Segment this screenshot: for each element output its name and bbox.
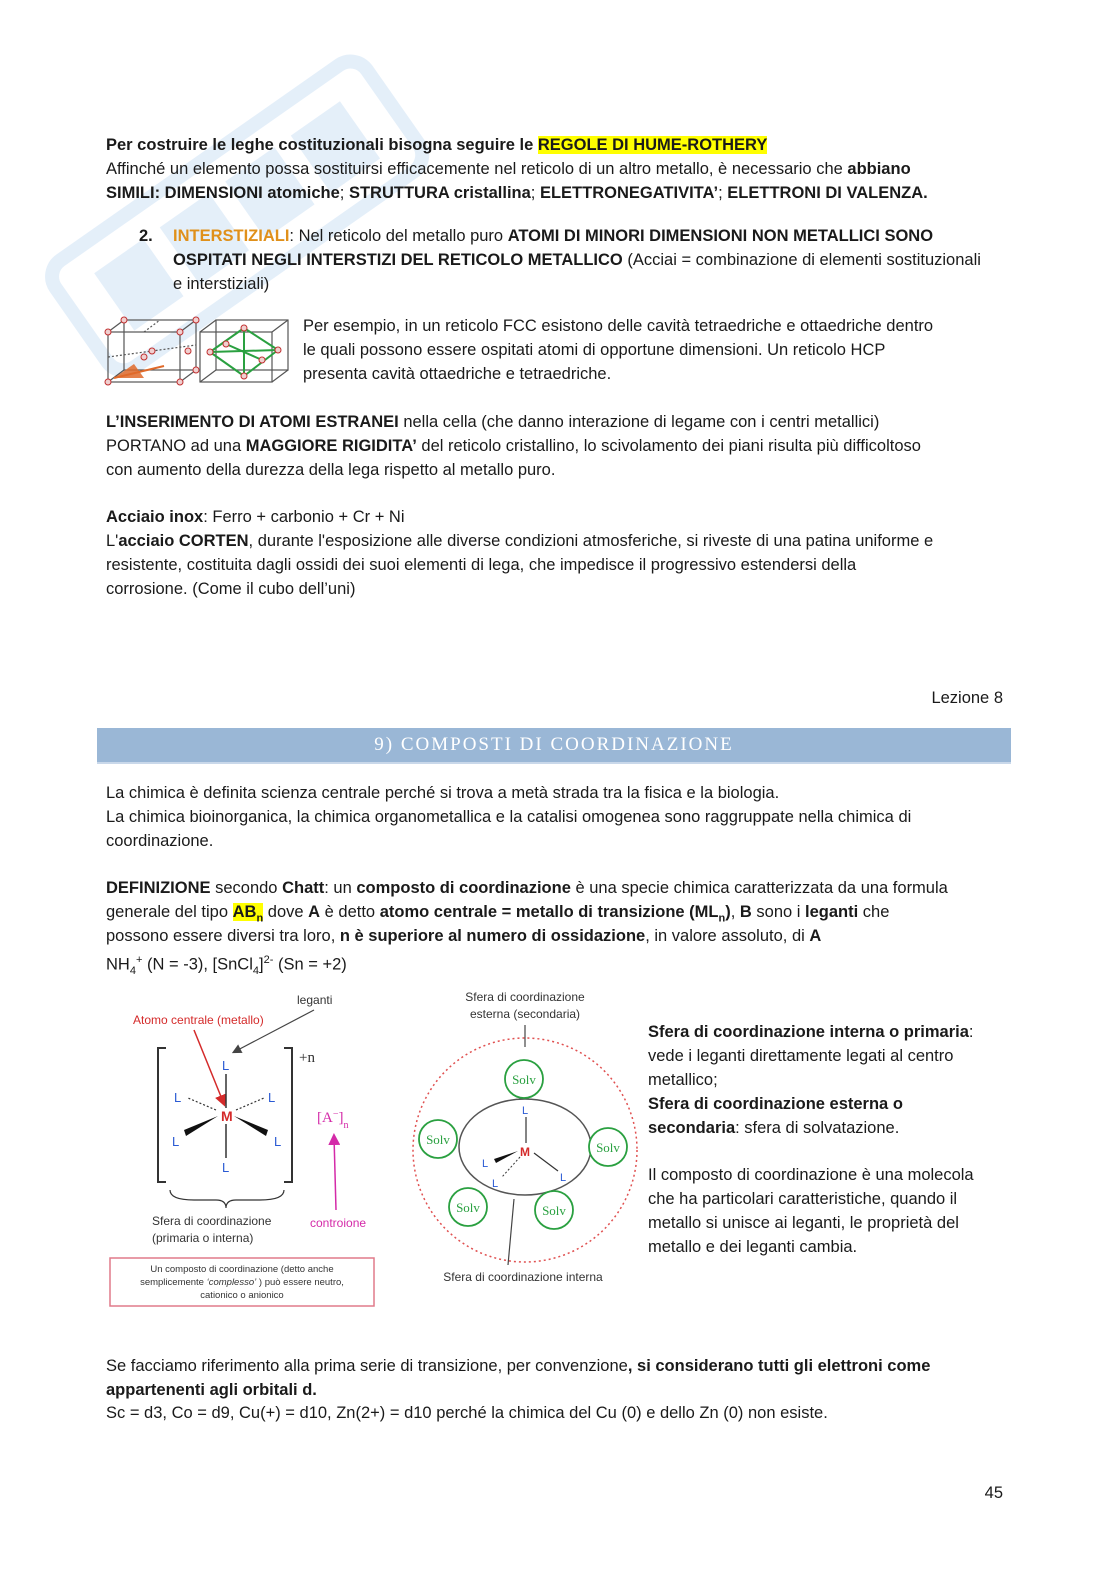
text-line <box>106 157 911 181</box>
ligand-upper-right: L <box>268 1090 276 1105</box>
metal-M: M <box>520 1145 530 1159</box>
text: Per esempio, in un reticolo FCC esistono delle cavità tetraedriche e ottaedriche dentro <box>303 317 934 335</box>
ligand-L: L <box>522 1105 529 1117</box>
text: (Sn = +2) <box>273 955 347 974</box>
text: MAGGIORE RIGIDITA’ <box>245 437 417 455</box>
text: ) può essere neutro, <box>256 1277 344 1288</box>
text-line <box>106 458 555 482</box>
text: ELETTRONEGATIVITA’ <box>539 184 719 202</box>
text-line <box>173 248 981 272</box>
text: abbiano <box>847 160 911 178</box>
text: Acciaio inox <box>106 508 204 526</box>
text: è detto <box>320 903 380 921</box>
text: e interstiziali) <box>173 275 270 293</box>
text: ; <box>530 184 540 202</box>
page-number: 45 <box>984 1484 1003 1502</box>
text: 4 <box>129 964 136 977</box>
text: ; <box>718 184 728 202</box>
hume-rothery-highlight: REGOLE DI HUME-ROTHERY <box>537 136 768 154</box>
text-line <box>106 1354 930 1378</box>
ligand-L: L <box>560 1172 567 1184</box>
text: nella cella (che danno interazione di legame con i centri metallici) <box>398 413 880 431</box>
hume-rothery-line <box>106 133 767 157</box>
text-line <box>648 1116 899 1140</box>
outer-sphere-label-sub: esterna (secondaria) <box>469 1007 581 1021</box>
text: L' <box>106 532 119 550</box>
text: semplicemente <box>140 1277 207 1288</box>
text-line <box>648 1092 903 1116</box>
ligand-lower-right: L <box>274 1134 282 1149</box>
text: NH <box>106 955 130 974</box>
coordination-complex-diagram <box>104 990 394 1310</box>
text: , <box>730 903 740 921</box>
note-line: cationico o anionico <box>200 1290 284 1301</box>
solv-label: Solv <box>542 1203 566 1218</box>
text: Per costruire le leghe costituzionali bisogna seguire le <box>106 136 538 154</box>
text: ] <box>259 955 264 974</box>
text: A <box>308 903 321 921</box>
text: (Acciai = combinazione di elementi sostituzionali <box>622 251 981 269</box>
text: STRUTTURA cristallina <box>348 184 531 202</box>
charge-label: +n <box>299 1050 315 1066</box>
text-line <box>106 1378 317 1402</box>
sfera-primaria-sub: (primaria o interna) <box>152 1231 254 1245</box>
text: composto di coordinazione <box>356 879 571 897</box>
text-line <box>648 1020 974 1044</box>
counterion-formula <box>317 1109 348 1131</box>
section-title: 9) COMPOSTI DI COORDINAZIONE <box>374 734 734 755</box>
solv-label: Solv <box>596 1140 620 1155</box>
text: − <box>332 1108 339 1120</box>
text-line <box>106 577 355 601</box>
leganti-label: leganti <box>297 993 333 1007</box>
text: del reticolo cristallino, lo scivolamento dei piani risulta più difficoltoso <box>416 437 921 455</box>
text: coordinazione. <box>106 832 214 850</box>
text: metallico; <box>648 1071 718 1089</box>
coordination-spheres-diagram <box>398 985 643 1290</box>
text-line <box>648 1163 974 1187</box>
text: : sfera di solvatazione. <box>735 1119 900 1137</box>
text-line <box>106 553 856 577</box>
text: secondaria <box>648 1119 736 1137</box>
text: n è superiore al numero di ossidazione <box>339 927 646 945</box>
text-line <box>106 434 921 458</box>
central-atom-label: Atomo centrale (metallo) <box>133 1013 264 1027</box>
text-line <box>106 829 213 853</box>
text: metallo si unisce ai leganti, le proprietà del <box>648 1214 959 1232</box>
text: presenta cavità ottaedriche e tetraedriche. <box>303 365 612 383</box>
text: 2- <box>263 954 274 966</box>
text: resistente, costituita dagli ossidi dei suoi elementi di lega, che impedisce il progressivo estendersi della <box>106 556 857 574</box>
text: L’INSERIMENTO DI ATOMI ESTRANEI <box>106 413 399 431</box>
solv-label: Solv <box>426 1132 450 1147</box>
text: DEFINIZIONE <box>106 879 211 897</box>
note-line <box>140 1277 344 1288</box>
text-line <box>106 181 928 205</box>
text: : <box>968 1023 974 1041</box>
ligand-L: L <box>482 1158 489 1170</box>
text: SIMILI: DIMENSIONI atomiche <box>106 184 340 202</box>
text: 4 <box>252 964 260 977</box>
outer-sphere-label: Sfera di coordinazione <box>465 990 585 1004</box>
text: dove <box>263 903 309 921</box>
text-line <box>303 362 611 386</box>
text: n <box>343 1119 349 1131</box>
text-line <box>106 529 933 553</box>
text: OSPITATI NEGLI INTERSTIZI DEL RETICOLO METALLICO <box>173 251 623 269</box>
section-heading-bar <box>97 728 1011 764</box>
text: sono i <box>751 903 806 921</box>
text: Il composto di coordinazione è una molecola <box>648 1166 974 1184</box>
text-line <box>648 1235 857 1259</box>
text: La chimica bioinorganica, la chimica organometallica e la catalisi omogenea sono raggruppate nella chimica di <box>106 808 912 826</box>
text: appartenenti agli orbitali d. <box>106 1381 317 1399</box>
text: AB <box>232 903 257 921</box>
text: le quali possono essere ospitati atomi di opportune dimensioni. Un reticolo HCP <box>303 341 886 359</box>
text: ] <box>338 1110 344 1126</box>
text: metallo e dei leganti cambia. <box>648 1238 858 1256</box>
ligand-L: L <box>492 1178 499 1190</box>
text: è una specie chimica caratterizzata da una formula <box>570 879 948 897</box>
note-line: Un composto di coordinazione (detto anche <box>150 1264 334 1275</box>
text: Sfera di coordinazione esterna o <box>648 1095 903 1113</box>
text-line <box>106 805 911 829</box>
text: : Nel reticolo del metallo puro <box>289 227 508 245</box>
text: + <box>135 954 143 966</box>
interstiziali-label: INTERSTIZIALI <box>173 227 290 245</box>
text: con aumento della durezza della lega rispetto al metallo puro. <box>106 461 556 479</box>
text: vede i leganti direttamente legati al centro <box>648 1047 954 1065</box>
ligand-upper-left: L <box>174 1090 182 1105</box>
text: ‘complesso’ <box>206 1277 257 1288</box>
lesson-label: Lezione 8 <box>931 689 1003 707</box>
text: possono essere diversi tra loro, <box>106 927 340 945</box>
text: PORTANO ad una <box>106 437 246 455</box>
text-line <box>106 1401 828 1425</box>
text-line <box>106 505 405 529</box>
controione-label: controione <box>310 1216 367 1230</box>
text: A <box>809 927 822 945</box>
text-line <box>173 272 269 296</box>
text-line <box>648 1044 953 1068</box>
text: ) <box>725 903 731 921</box>
abn-highlight <box>232 903 264 925</box>
text: [A <box>317 1110 333 1126</box>
text-line <box>106 410 879 434</box>
metal-M: M <box>221 1108 233 1124</box>
text: : Ferro + carbonio + Cr + Ni <box>203 508 405 526</box>
text: n <box>256 912 264 925</box>
ligand-top: L <box>222 1058 230 1073</box>
text: che <box>858 903 890 921</box>
text: Affinché un elemento possa sostituirsi efficacemente nel reticolo di un altro metallo, è necessario che <box>106 160 848 178</box>
text: ATOMI DI MINORI DIMENSIONI NON METALLICI SONO <box>507 227 934 245</box>
text: n <box>718 912 726 925</box>
solv-label: Solv <box>512 1072 536 1087</box>
text: che ha particolari caratteristiche, quando il <box>648 1190 958 1208</box>
text: : un <box>324 879 357 897</box>
text: ELETTRONI DI VALENZA. <box>727 184 928 202</box>
fcc-cavities-image <box>104 316 289 386</box>
text-line <box>106 781 779 805</box>
text: Chatt <box>282 879 325 897</box>
text: acciaio CORTEN <box>118 532 249 550</box>
text: B <box>739 903 752 921</box>
text: , si considerano tutti gli elettroni come <box>627 1357 931 1375</box>
text-line <box>173 224 933 248</box>
text: La chimica è definita scienza centrale perché si trova a metà strada tra la fisica e la biologia. <box>106 784 780 802</box>
text-line <box>303 314 933 338</box>
text: 2. <box>139 227 153 245</box>
inner-sphere-label: Sfera di coordinazione interna <box>443 1270 603 1284</box>
ligand-lower-left: L <box>172 1134 180 1149</box>
sfera-primaria-label: Sfera di coordinazione <box>152 1214 272 1228</box>
text-line <box>648 1187 957 1211</box>
text: generale del tipo <box>106 903 233 921</box>
text: Sc = d3, Co = d9, Cu(+) = d10, Zn(2+) = d10 perché la chimica del Cu (0) e dello Zn (0) non esiste. <box>106 1404 828 1422</box>
definition-line <box>106 876 948 900</box>
text: corrosione. (Come il cubo dell’uni) <box>106 580 356 598</box>
text: ; <box>339 184 349 202</box>
text: secondo <box>210 879 283 897</box>
text: Sfera di coordinazione interna o primaria <box>648 1023 969 1041</box>
text-line <box>303 338 885 362</box>
text: , durante l'esposizione alle diverse condizioni atmosferiche, si riveste di una patina uniforme e <box>248 532 934 550</box>
solv-label: Solv <box>456 1200 480 1215</box>
formula-line <box>106 948 347 983</box>
text-line <box>648 1068 718 1092</box>
definition-line <box>106 924 821 948</box>
ligand-bottom: L <box>222 1160 230 1175</box>
text: , in valore assoluto, di <box>645 927 810 945</box>
text: Se facciamo riferimento alla prima serie di transizione, per convenzione <box>106 1357 628 1375</box>
text-line <box>648 1211 959 1235</box>
list-number <box>139 224 153 248</box>
text: leganti <box>805 903 859 921</box>
text: (N = -3), [SnCl <box>142 955 253 974</box>
text: atomo centrale = metallo di transizione (ML <box>379 903 719 921</box>
